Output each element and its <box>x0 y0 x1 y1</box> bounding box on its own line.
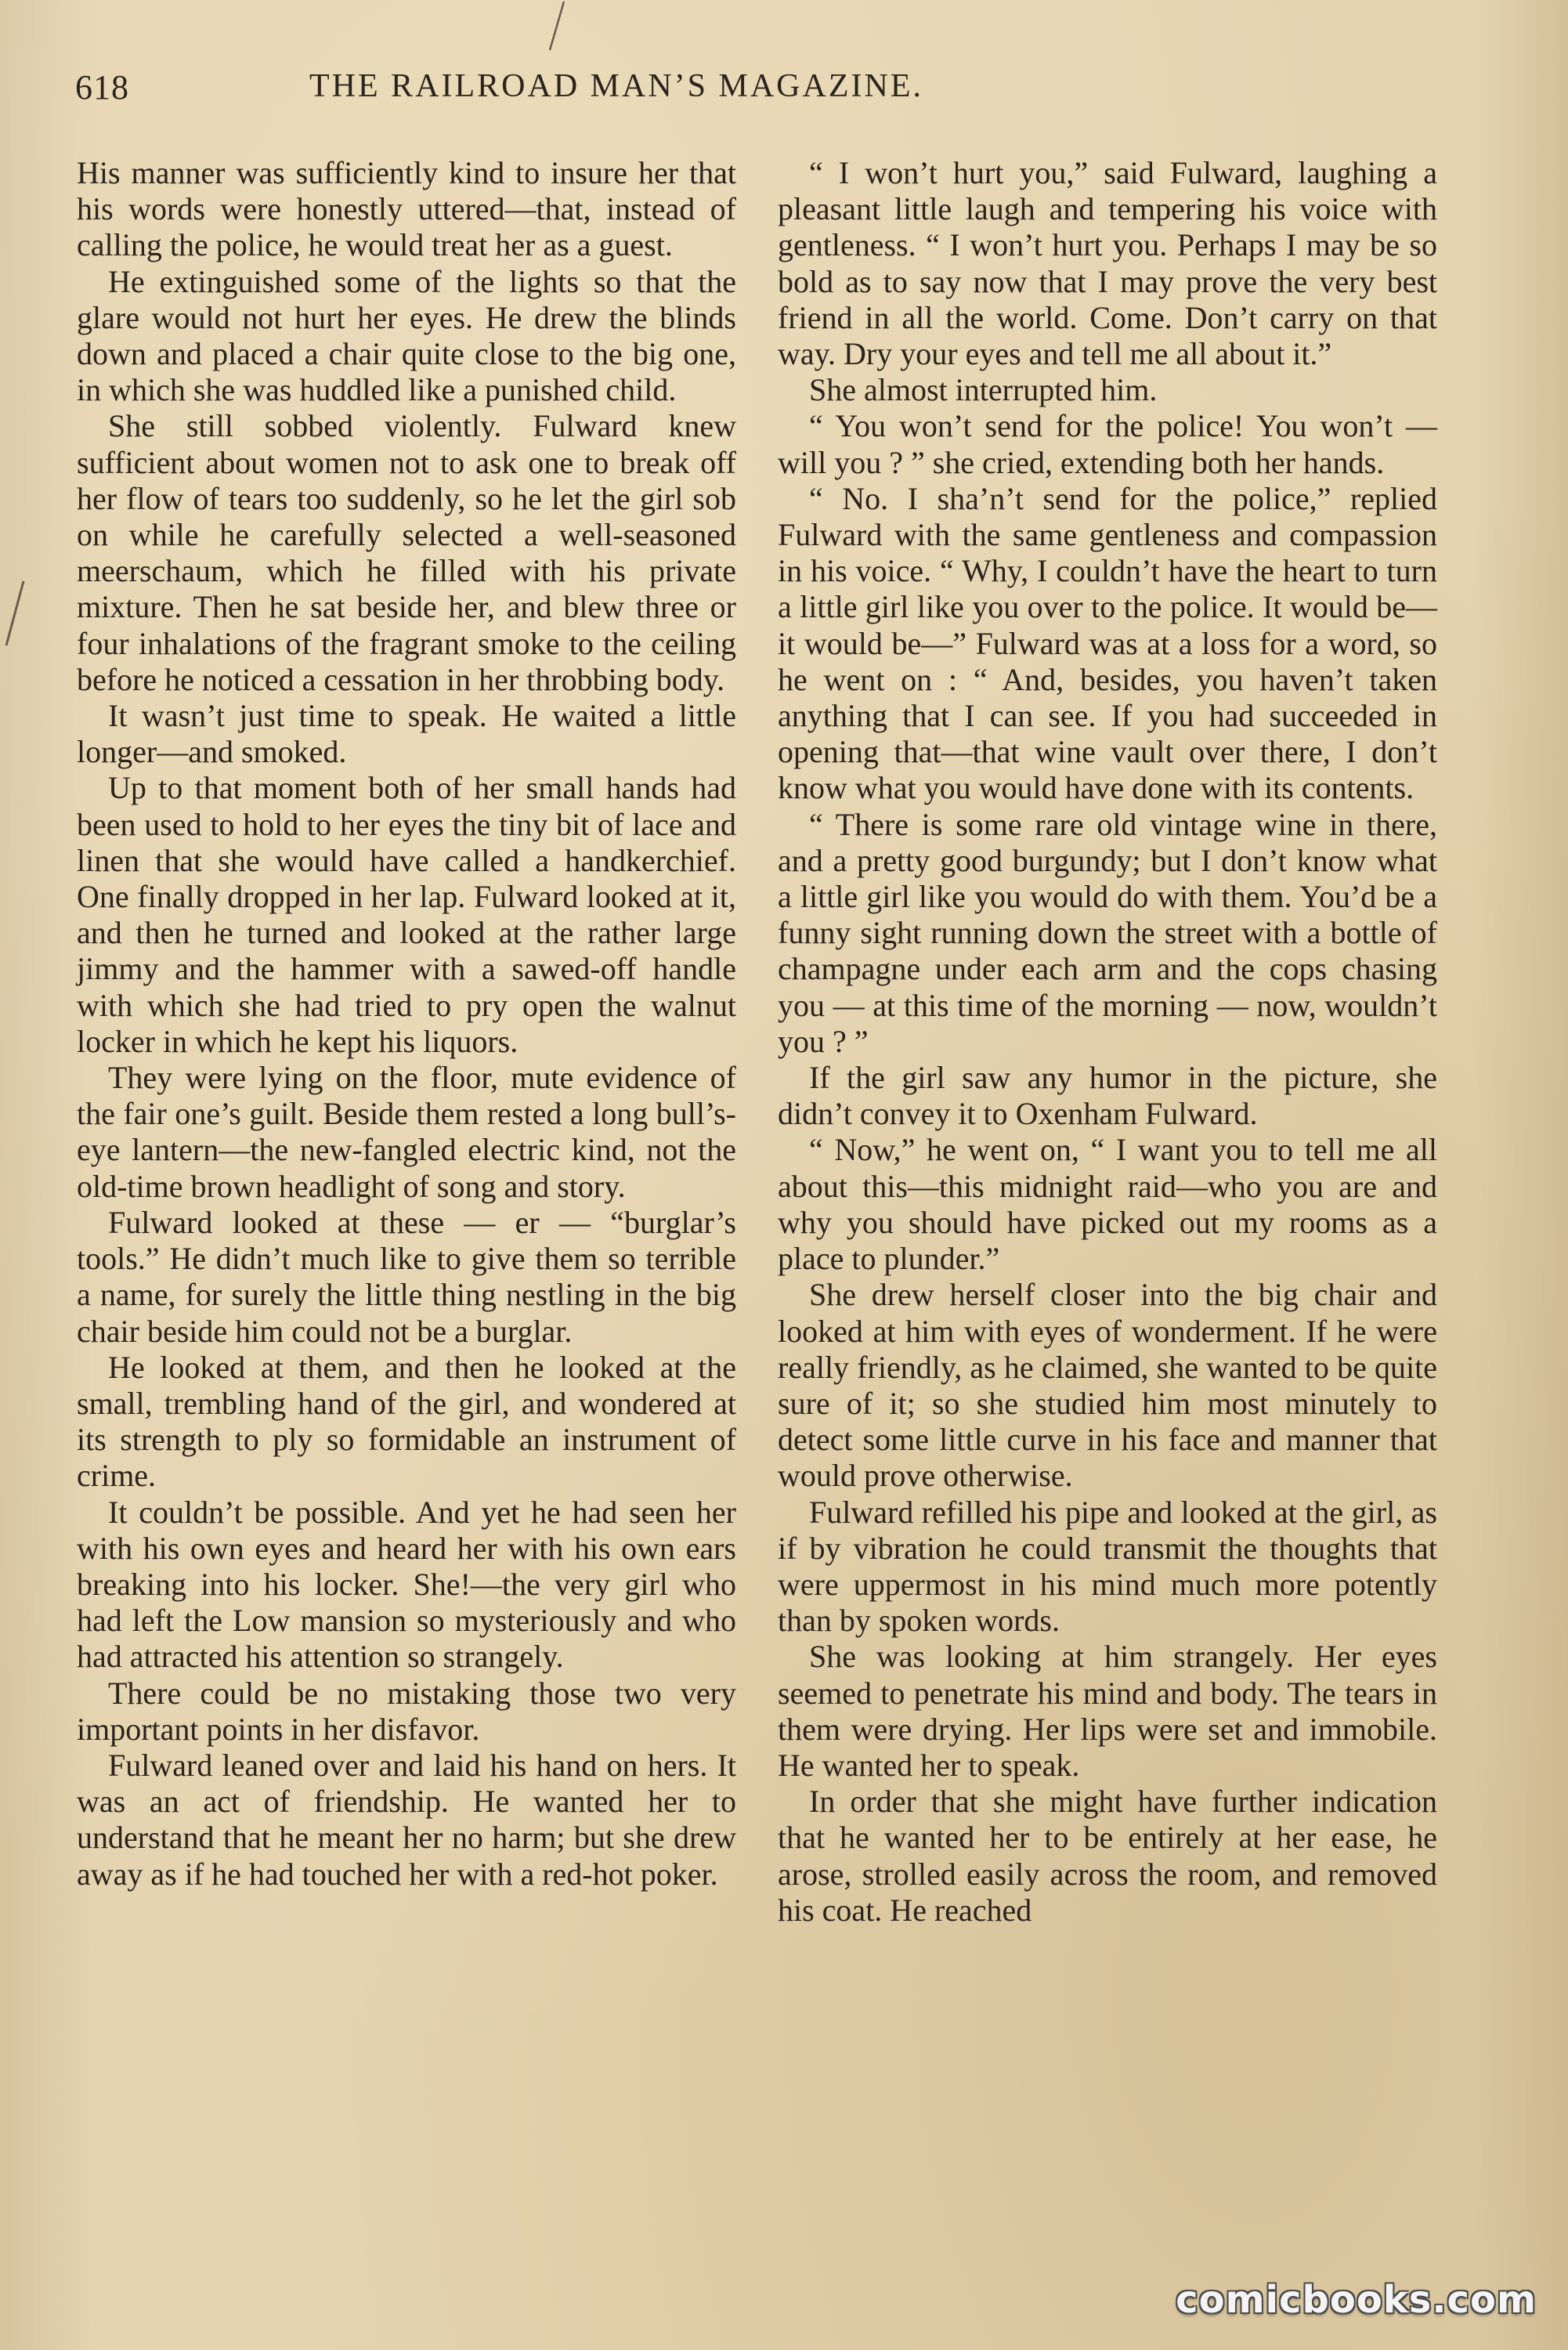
paragraph: “ Now,” he went on, “ I want you to tell me all about this—this midnight raid—who you are and why you should have picked out my rooms as a place to plunder.” <box>778 1132 1437 1277</box>
pencil-mark-icon <box>540 0 572 55</box>
watermark: comicbooks.com <box>1176 2278 1537 2322</box>
paragraph: “ You won’t send for the police! You won’t — will you ? ” she cried, extending both her hands. <box>778 408 1437 480</box>
paragraph: “ There is some rare old vintage wine in there, and a pretty good burgundy; but I don’t know what a little girl like you would do with them. You’d be a funny sight running down the street with a bottle of champagne under each arm and the cops chasing you — at this time of the morning — now, wouldn’t you ? ” <box>778 806 1437 1059</box>
margin-pencil-mark-icon <box>3 578 27 649</box>
paragraph: They were lying on the floor, mute evidence of the fair one’s guilt. Beside them rested a long bull’s-eye lantern—the new-fangled electric kind, not the old-time brown headlight of song and story. <box>77 1060 736 1204</box>
paragraph: It couldn’t be possible. And yet he had seen her with his own eyes and heard her with his own ears breaking into his locker. She!—the very girl who had left the Low mansion so mysteriously and who had attracted his attention so strangely. <box>77 1494 736 1675</box>
running-title: THE RAILROAD MAN’S MAGAZINE. <box>309 68 923 104</box>
paragraph: Fulward leaned over and laid his hand on hers. It was an act of friendship. He wanted her to understand that he meant her no harm; but she drew away as if he had touched her with a red-hot poker. <box>77 1747 736 1892</box>
right-column <box>778 155 1437 1929</box>
paragraph: He looked at them, and then he looked at the small, trembling hand of the girl, and wondered at its strength to ply so formidable an instrument of crime. <box>77 1349 736 1494</box>
paragraph: There could be no mistaking those two very important points in her disfavor. <box>77 1675 736 1747</box>
paragraph: Up to that moment both of her small hands had been used to hold to her eyes the tiny bit of lace and linen that she would have called a handkerchief. One finally dropped in her lap. Fulward looked at it, and then he turned and looked at the rather large jimmy and the hammer with a sawed-off handle with which she had tried to pry open the walnut locker in which he kept his liquors. <box>77 770 736 1059</box>
paragraph: “ No. I sha’n’t send for the police,” replied Fulward with the same gentleness and compassion in his voice. “ Why, I couldn’t have the heart to turn a little girl like you over to the police. It would be—it would be—” Fulward was at a loss for a word, so he went on : “ And, besides, you haven’t taken anything that I can see. If you had succeeded in opening that—that wine vault over there, I don’t know what you would have done with its contents. <box>778 480 1437 806</box>
left-column <box>77 155 736 1893</box>
page-number: 618 <box>75 68 129 107</box>
paragraph: She was looking at him strangely. Her eyes seemed to penetrate his mind and body. The tears in them were drying. Her lips were set and immobile. He wanted her to speak. <box>778 1639 1437 1783</box>
paragraph: She almost interrupted him. <box>809 372 1158 408</box>
paragraph: She still sobbed violently. Fulward knew sufficient about women not to ask one to break off her flow of tears too suddenly, so he let the girl sob on while he carefully selected a well-seasoned meerschaum, which he filled with his private mixture. Then he sat beside her, and blew three or four inhalations of the fragrant smoke to the ceiling before he noticed a cessation in her throbbing body. <box>77 408 736 697</box>
paragraph: In order that she might have further indication that he wanted her to be entirely at her ease, he arose, strolled easily across the room, and removed his coat. He reached <box>778 1784 1437 1928</box>
paragraph: It wasn’t just time to speak. He waited a little longer—and smoked. <box>77 698 736 770</box>
paragraph: He extinguished some of the lights so that the glare would not hurt her eyes. He drew the blinds down and placed a chair quite close to the big one, in which she was huddled like a punished child. <box>77 263 736 408</box>
paragraph: If the girl saw any humor in the picture, she didn’t convey it to Oxenham Fulward. <box>778 1060 1437 1132</box>
paragraph: Fulward refilled his pipe and looked at the girl, as if by vibration he could transmit the thoughts that were uppermost in his mind much more potently than by spoken words. <box>778 1494 1437 1639</box>
page-header <box>75 67 1111 114</box>
paragraph: “ I won’t hurt you,” said Fulward, laughing a pleasant little laugh and tempering his voice with gentleness. “ I won’t hurt you. Perhaps I may be so bold as to say now that I may prove the very best friend in all the world. Come. Don’t carry on that way. Dry your eyes and tell me all about it.” <box>778 155 1437 372</box>
paragraph: She drew herself closer into the big chair and looked at him with eyes of wonderment. If he were really friendly, as he claimed, she wanted to be quite sure of it; so she studied him most minutely to detect some little curve in his face and manner that would prove otherwise. <box>778 1277 1437 1494</box>
paragraph: His manner was sufficiently kind to insure her that his words were honestly uttered—that, instead of calling the police, he would treat her as a guest. <box>77 155 736 263</box>
paragraph: Fulward looked at these — er — “burglar’s tools.” He didn’t much like to give them so terrible a name, for surely the little thing nestling in the big chair beside him could not be a burglar. <box>77 1204 736 1349</box>
